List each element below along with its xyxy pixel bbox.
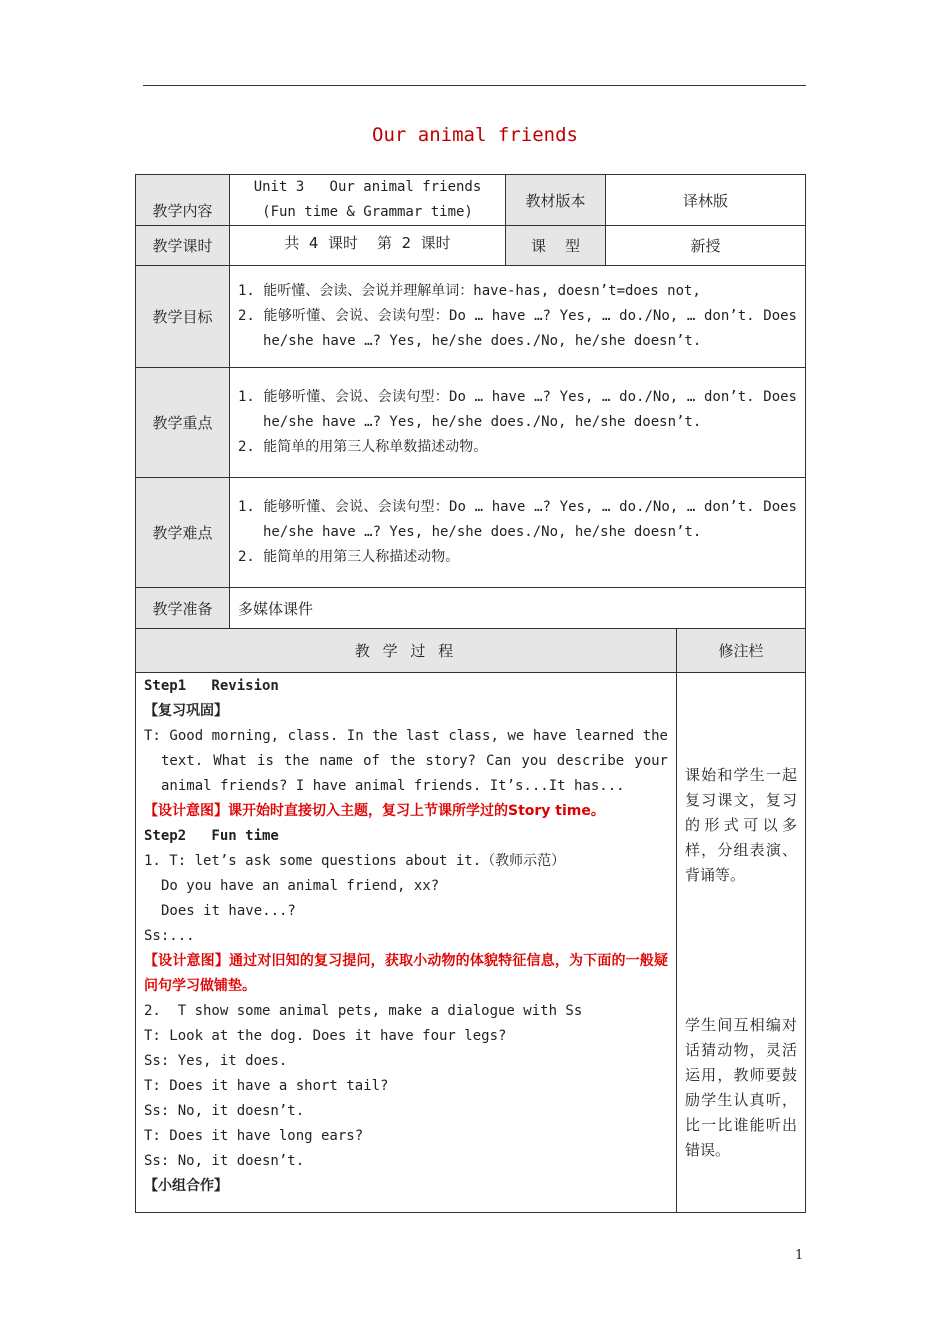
- dialogue-line-5: T: Does it have long ears?: [144, 1128, 364, 1144]
- key-points-label: 教学重点: [136, 368, 230, 478]
- design-intent-1: 【设计意图】课开始时直接切入主题，复习上节课所学过的Story time。: [144, 803, 605, 819]
- hours-value: 共 4 课时 第 2 课时: [230, 226, 506, 266]
- fun-time-line-3: Does it have...?: [161, 903, 296, 919]
- step2-heading: Step2 Fun time: [144, 828, 279, 844]
- header-rule: [143, 85, 806, 86]
- hours-label: 教学课时: [136, 226, 230, 266]
- edition-value: 译林版: [606, 175, 806, 226]
- preparation-value: 多媒体课件: [230, 588, 806, 630]
- key-item-1: 1. 能够听懂、会说、会读句型：Do … have …? Yes, … do./No, … don’t. Does he/she have …? Yes, he/she does./No, he/she doesn’t.: [238, 389, 797, 430]
- content-value: [230, 175, 506, 226]
- goal-value: [230, 266, 806, 368]
- goal-item-1: 1. 能听懂、会读、会说并理解单词：have-has, doesn’t=does not,: [238, 283, 701, 299]
- dialogue-line-1: T: Look at the dog. Does it have four legs?: [144, 1028, 507, 1044]
- step1-heading: Step1 Revision: [144, 678, 279, 694]
- note-1: 课始和学生一起复习课文，复习的形式可以多样，分组表演、背诵等。: [685, 766, 797, 884]
- teaching-process-table: [135, 628, 806, 1213]
- dialogue-intro: 2. T show some animal pets, make a dialogue with Ss: [144, 1003, 583, 1019]
- dialogue-line-6: Ss: No, it doesn’t.: [144, 1153, 305, 1169]
- page-title: Our animal friends: [372, 124, 578, 146]
- preparation-label: 教学准备: [136, 588, 230, 630]
- page-number: 1: [795, 1248, 804, 1263]
- key-item-2: 2. 能简单的用第三人称单数描述动物。: [238, 439, 488, 455]
- key-points-value: [230, 368, 806, 478]
- lesson-info-table: [135, 174, 806, 630]
- goal-item-2: 2. 能够听懂、会说、会读句型：Do … have …? Yes, … do./No, … don’t. Does he/she have …? Yes, he/she does./No, he/she doesn’t.: [238, 308, 797, 349]
- group-work-tag: 【小组合作】: [144, 1178, 228, 1194]
- type-label: 课 型: [506, 226, 606, 266]
- notes-header: 修注栏: [677, 629, 806, 673]
- notes-column: [677, 673, 806, 1213]
- revision-tag: 【复习巩固】: [144, 703, 228, 719]
- dialogue-line-2: Ss: Yes, it does.: [144, 1053, 288, 1069]
- content-line-2: (Fun time & Grammar time): [262, 204, 473, 220]
- fun-time-line-4: Ss:...: [144, 928, 195, 944]
- type-value: 新授: [606, 226, 806, 266]
- fun-time-line-2: Do you have an animal friend, xx?: [161, 878, 440, 894]
- difficulty-value: [230, 478, 806, 588]
- content-label: 教学内容: [136, 175, 230, 226]
- process-body: [136, 673, 677, 1213]
- difficulty-item-2: 2. 能简单的用第三人称描述动物。: [238, 549, 460, 565]
- teacher-intro: T: Good morning, class. In the last class, we have learned the text. What is the name of the story? Can you describe your animal friends? I have animal friends. It’s...It has...: [144, 728, 668, 794]
- edition-label: 教材版本: [506, 175, 606, 226]
- difficulty-item-1: 1. 能够听懂、会说、会读句型：Do … have …? Yes, … do./No, … don’t. Does he/she have …? Yes, he/she does./No, he/she doesn’t.: [238, 499, 797, 540]
- content-line-1: Unit 3 Our animal friends: [253, 179, 482, 195]
- note-2: 学生间互相编对话猜动物，灵活运用，教师要鼓励学生认真听，比一比谁能听出错误。: [685, 1016, 797, 1159]
- goal-label: 教学目标: [136, 266, 230, 368]
- process-header: 教 学 过 程: [136, 629, 677, 673]
- dialogue-line-4: Ss: No, it doesn’t.: [144, 1103, 305, 1119]
- dialogue-line-3: T: Does it have a short tail?: [144, 1078, 389, 1094]
- design-intent-2: 【设计意图】通过对旧知的复习提问，获取小动物的体貌特征信息，为下面的一般疑问句学习做铺垫。: [144, 953, 668, 994]
- fun-time-line-1: 1. T: let’s ask some questions about it.（教师示范）: [144, 853, 566, 869]
- difficulty-label: 教学难点: [136, 478, 230, 588]
